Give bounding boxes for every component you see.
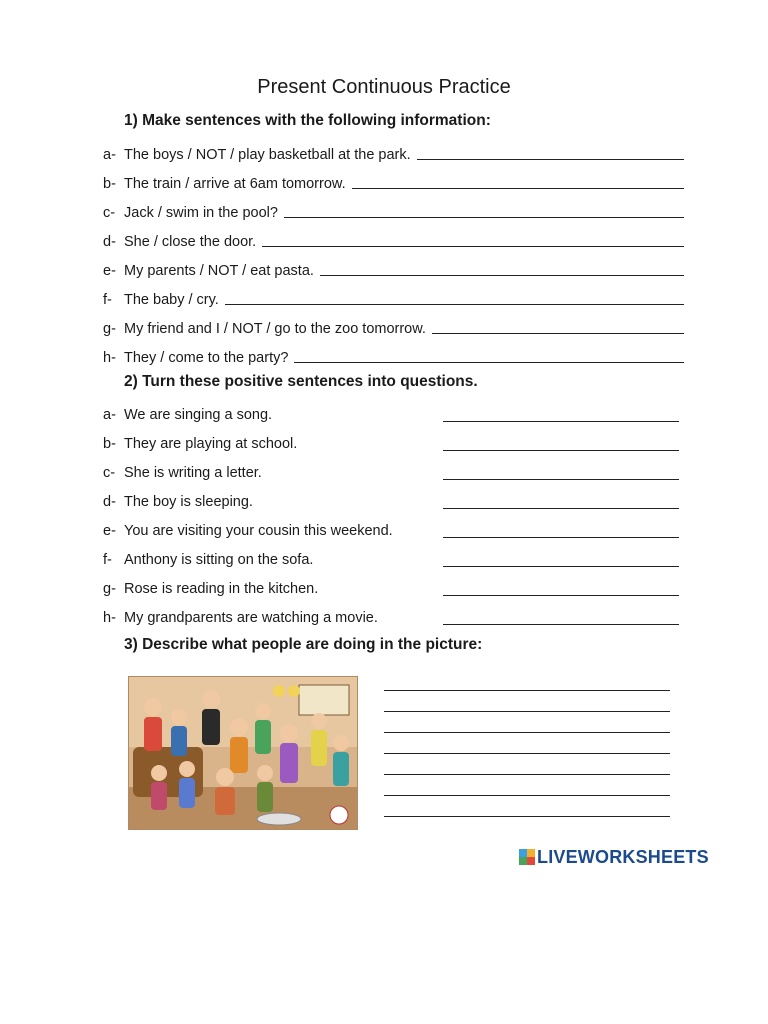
- item-prompt: My friend and I / NOT / go to the zoo tomorrow.: [124, 321, 426, 337]
- item-letter: h-: [103, 350, 116, 366]
- exercise-2-item: [103, 461, 679, 483]
- section-3-heading: 3) Describe what people are doing in the picture:: [124, 636, 483, 653]
- exercise-1-item: [103, 228, 684, 250]
- item-prompt: Anthony is sitting on the sofa.: [124, 552, 314, 568]
- item-letter: c-: [103, 205, 116, 221]
- answer-blank[interactable]: [352, 188, 684, 189]
- item-letter: b-: [103, 436, 116, 452]
- item-letter: a-: [103, 407, 116, 423]
- exercise-2-item: [103, 606, 679, 628]
- item-letter: c-: [103, 465, 116, 481]
- answer-line[interactable]: [384, 732, 670, 733]
- page-title: Present Continuous Practice: [257, 76, 511, 98]
- section-2-heading: 2) Turn these positive sentences into questions.: [124, 373, 478, 390]
- answer-blank[interactable]: [225, 304, 684, 305]
- item-letter: h-: [103, 610, 116, 626]
- answer-line[interactable]: [384, 711, 670, 712]
- answer-line[interactable]: [384, 690, 670, 691]
- exercise-1-item: [103, 257, 684, 279]
- item-prompt: They / come to the party?: [124, 350, 289, 366]
- item-letter: a-: [103, 147, 116, 163]
- exercise-1-item: [103, 315, 684, 337]
- answer-blank[interactable]: [443, 624, 679, 625]
- item-prompt: She is writing a letter.: [124, 465, 262, 481]
- answer-blank[interactable]: [443, 421, 679, 422]
- exercise-2-item: [103, 490, 679, 512]
- item-letter: e-: [103, 263, 116, 279]
- item-letter: e-: [103, 523, 116, 539]
- answer-blank[interactable]: [262, 246, 684, 247]
- exercise-2-item: [103, 432, 679, 454]
- answer-blank[interactable]: [443, 566, 679, 567]
- item-prompt: We are singing a song.: [124, 407, 273, 423]
- answer-line[interactable]: [384, 816, 670, 817]
- exercise-2-item: [103, 577, 679, 599]
- item-prompt: Rose is reading in the kitchen.: [124, 581, 319, 597]
- exercise-1-item: [103, 141, 684, 163]
- answer-blank[interactable]: [443, 537, 679, 538]
- section-1-heading: 1) Make sentences with the following information:: [124, 112, 491, 129]
- item-letter: d-: [103, 234, 116, 250]
- brand-footer: [519, 848, 709, 866]
- brand-name: LIVEWORKSHEETS: [537, 846, 709, 867]
- answer-blank[interactable]: [320, 275, 684, 276]
- item-letter: d-: [103, 494, 116, 510]
- item-prompt: The baby / cry.: [124, 292, 219, 308]
- item-prompt: My parents / NOT / eat pasta.: [124, 263, 314, 279]
- exercise-1-item: [103, 286, 684, 308]
- item-letter: g-: [103, 321, 116, 337]
- answer-line[interactable]: [384, 753, 670, 754]
- item-prompt: They are playing at school.: [124, 436, 298, 452]
- answer-blank[interactable]: [443, 450, 679, 451]
- exercise-2-item: [103, 548, 679, 570]
- answer-blank[interactable]: [294, 362, 684, 363]
- answer-blank[interactable]: [432, 333, 684, 334]
- exercise-1-item: [103, 344, 684, 366]
- answer-line[interactable]: [384, 795, 670, 796]
- answer-blank[interactable]: [284, 217, 684, 218]
- answer-blank[interactable]: [417, 159, 684, 160]
- item-prompt: She / close the door.: [124, 234, 257, 250]
- exercise-2-item: [103, 519, 679, 541]
- exercise-1-item: [103, 199, 684, 221]
- exercise-1-item: [103, 170, 684, 192]
- item-letter: b-: [103, 176, 116, 192]
- item-prompt: The train / arrive at 6am tomorrow.: [124, 176, 346, 192]
- item-prompt: The boys / NOT / play basketball at the park.: [124, 147, 411, 163]
- item-letter: f-: [103, 552, 112, 568]
- liveworksheets-logo-icon: [519, 849, 535, 865]
- party-scene-illustration: [128, 676, 358, 830]
- answer-line[interactable]: [384, 774, 670, 775]
- answer-blank[interactable]: [443, 479, 679, 480]
- answer-blank[interactable]: [443, 508, 679, 509]
- item-prompt: My grandparents are watching a movie.: [124, 610, 378, 626]
- item-prompt: You are visiting your cousin this weekend.: [124, 523, 393, 539]
- item-prompt: Jack / swim in the pool?: [124, 205, 278, 221]
- answer-blank[interactable]: [443, 595, 679, 596]
- item-letter: g-: [103, 581, 116, 597]
- item-letter: f-: [103, 292, 112, 308]
- party-scene-drawing: [129, 677, 357, 829]
- exercise-2-item: [103, 403, 679, 425]
- item-prompt: The boy is sleeping.: [124, 494, 253, 510]
